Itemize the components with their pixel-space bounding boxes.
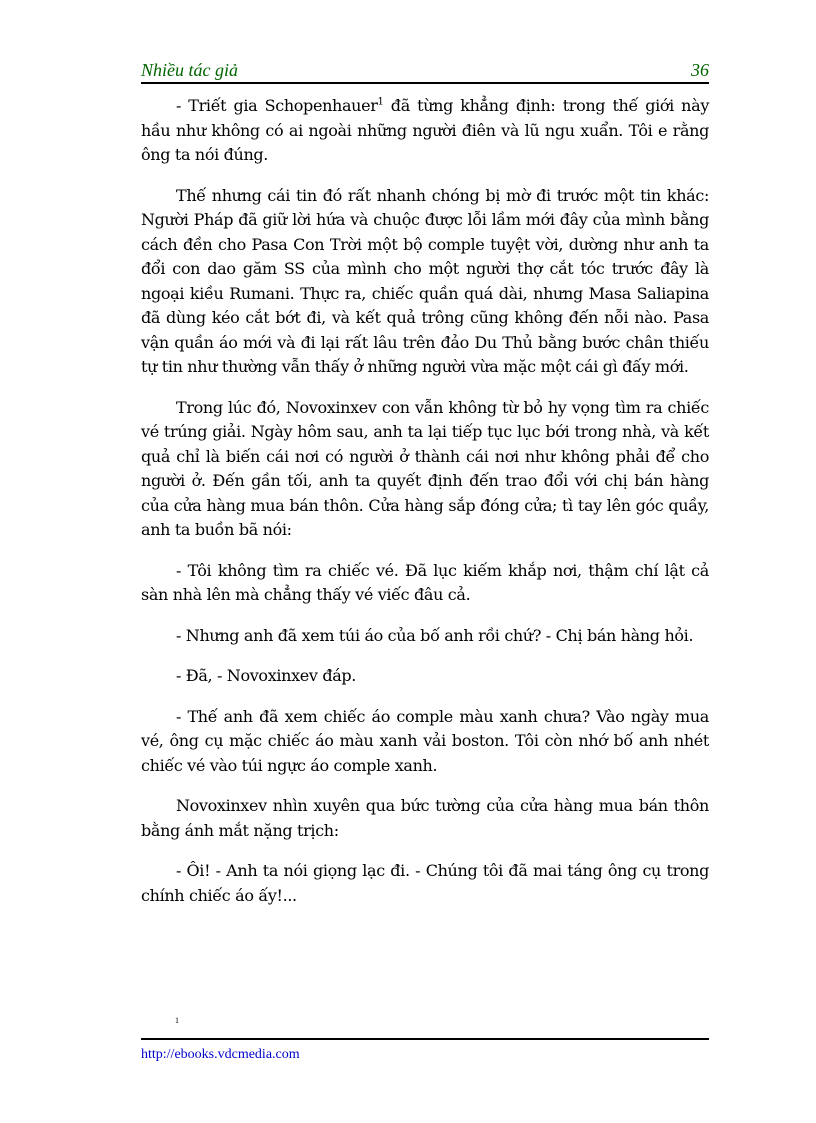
paragraph: - Triết gia Schopenhauer$^1$ đã từng khẳng định: trong thế giới này hầu như không có ai ngoài những người điên và lũ ngu xuẩn. Tôi e rằng ông ta nói đúng.: [141, 96, 710, 164]
paragraph: - Đã, - Novoxinxev đáp.: [176, 666, 357, 685]
page-header: [141, 60, 709, 84]
footnote-reference[interactable]: 1: [377, 96, 384, 108]
footer-divider: [141, 1038, 709, 1040]
paragraph: Novoxinxev nhìn xuyên qua bức tường của cửa hàng mua bán thôn bằng ánh mắt nặng trịch:: [141, 796, 709, 840]
paragraph: Trong lúc đó, Novoxinxev con vẫn không từ bỏ hy vọng tìm ra chiếc vé trúng giải. Ngày hôm sau, anh ta lại tiếp tục lục bới trong nhà, và kết quả chỉ là biến cái nơi có người ở thành cái nơi như không phải để cho người ở. Đến gần tối, anh ta quyết định đến trao đổi với chị bán hàng của cửa hàng mua bán thôn. Cửa hàng sắp đóng cửa; tì tay lên góc quầy, anh ta buồn bã nói:: [141, 397, 709, 539]
page-body: [141, 94, 709, 924]
paragraph: Thế nhưng cái tin đó rất nhanh chóng bị mờ đi trước một tin khác: Người Pháp đã giữ lời hứa và chuộc được lỗi lầm mới đây của mình bằng cách đền cho Pasa Con Trời một bộ comple tuyệt vời, dường như anh ta đổi con dao găm SS của mình cho một người thợ cắt tóc trước đây là ngoại kiều Rumani. Thực ra, chiếc quần quá dài, nhưng Masa Saliapina đã dùng kéo cắt bớt đi, và kết quả trông cũng không đến nỗi nào. Pasa vận quần áo mới và đi lại rất lâu trên đảo Du Thủ bằng bước chân thiếu tự tin như thường vẫn thấy ở những người vừa mặc một cái gì đấy mới.: [141, 185, 709, 376]
paragraph: - Tôi không tìm ra chiếc vé. Đã lục kiếm khắp nơi, thậm chí lật cả sàn nhà lên mà chẳng thấy vé viếc đâu cả.: [141, 560, 709, 604]
header-author: Nhiều tác giả: [141, 60, 238, 80]
paragraph: - Ôi! - Anh ta nói giọng lạc đi. - Chúng tôi đã mai táng ông cụ trong chính chiếc áo ấy!...: [141, 861, 709, 905]
paragraph: - Thế anh đã xem chiếc áo comple màu xanh chưa? Vào ngày mua vé, ông cụ mặc chiếc áo màu xanh vải boston. Tôi còn nhớ bố anh nhét chiếc vé vào túi ngực áo comple xanh.: [141, 706, 709, 775]
footnote-marker: 1: [175, 1016, 179, 1025]
footer-link[interactable]: http://ebooks.vdcmedia.com: [141, 1047, 300, 1062]
paragraph: - Nhưng anh đã xem túi áo của bố anh rồi chứ? - Chị bán hàng hỏi.: [176, 625, 694, 645]
page-number: 36: [691, 60, 709, 80]
